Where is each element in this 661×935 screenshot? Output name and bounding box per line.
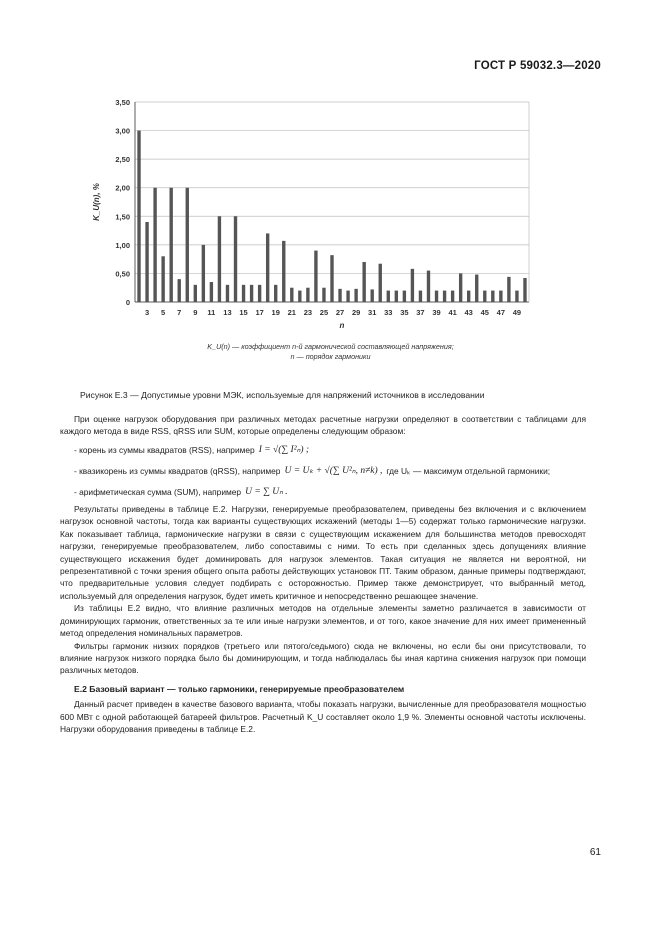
bar-n29 [354,289,357,302]
bar-n23 [306,288,309,302]
x-tick-label: 31 [368,308,377,317]
bar-n21 [290,288,293,302]
y-tick-label: 2,50 [115,155,130,165]
bar-n36 [411,269,414,302]
y-tick-label: 3,00 [115,126,130,136]
section-heading: Е.2 Базовый вариант — только гармоники, генерируемые преобразователем [74,683,405,694]
bar-n5 [161,256,164,302]
x-tick-label: 23 [303,308,313,317]
bar-n32 [379,264,382,302]
paragraph-methods: Из таблицы Е.2 видно, что влияние различных методов на отдельные элементы заметно различается в зависимости от доминирующих гармоник, ответственных за те или иные нагрузки элементов, и от того, какое значение для них имеет примененный метод определения номинальных параметров. [60,603,586,639]
chart-legend [0,342,661,362]
bar-n40 [443,291,446,302]
bar-n10 [202,245,205,302]
bar-n14 [234,216,237,302]
bar-n33 [387,291,390,302]
x-tick-label: 17 [255,308,264,317]
x-tick-label: 9 [193,308,198,317]
formula-qrss-label: - квазикорень из суммы квадратов (qRSS), например [74,466,281,477]
bar-n27 [338,289,341,302]
x-tick-label: 21 [287,308,296,317]
paragraph-intro: При оценке нагрузок оборудования при различных методах расчетные нагрузки определяют в соответствии с таблицами для каждого метода в виде RSS, qRSS или SUM, которые определены следующим образом: [60,414,586,437]
formula-qrss-expression: U = Uₖ + √(∑ U²ₙ, n≠k) , [284,466,383,477]
formula-sum-label: - арифметическая сумма (SUM), например [74,486,242,497]
bar-n31 [371,289,374,302]
x-tick-label: 3 [144,308,150,317]
bar-n11 [210,282,213,302]
x-tick-label: 39 [432,308,441,317]
bar-n34 [395,291,398,302]
page-number: 61 [589,847,601,858]
y-tick-label: 0 [125,298,130,307]
bar-n30 [362,262,365,302]
x-tick-label: 5 [161,308,166,317]
x-tick-label: 41 [448,308,457,317]
paragraph-base-case: Данный расчет приведен в качестве базового варианта, чтобы показать нагрузки, вычисленные для преобразователя мощностью 600 МВт с одной работающей батареей фильтров. Расчетный K_U составляет около 1,9 %. Элементы основной частоты исключены. Нагрузки оборудования приведены в таблице Е.2. [60,699,586,734]
bar-n16 [250,285,253,302]
bar-n38 [427,271,430,302]
bar-n47 [499,291,502,302]
y-tick-label: 1,50 [115,212,130,222]
formula-rss-expression: I = √(∑ I²ₙ) ; [258,444,310,455]
bar-n6 [169,188,172,302]
bar-n48 [507,277,510,302]
bar-n9 [194,285,197,302]
formula-rss [60,444,586,456]
x-tick-label: 33 [384,308,393,317]
x-tick-label: 15 [239,308,248,317]
bar-n2 [137,131,140,302]
bar-n42 [459,273,462,302]
bar-n28 [346,291,349,302]
bar-n26 [330,255,333,302]
bar-n25 [322,288,325,302]
x-tick-label: 13 [223,308,232,317]
bar-n22 [298,291,301,302]
formula-sum [60,486,586,498]
bar-n39 [435,291,438,302]
bar-n20 [282,241,285,302]
bar-n45 [483,291,486,302]
y-tick-label: 3,50 [115,98,130,107]
x-tick-label: 45 [480,308,489,317]
bar-n18 [266,233,269,302]
x-tick-label: 27 [335,308,345,317]
legend-line-1: K_U(n) — коэффициент n-й гармонической составляющей напряжения; [207,342,454,351]
formula-qrss-tail: где Uₖ — максимум отдельной гармоники; [386,466,551,477]
bar-n37 [419,291,422,302]
figure-caption: Рисунок Е.3 — Допустимые уровни МЭК, используемые для напряжений источников в исследовании [80,390,485,400]
x-tick-label: 43 [464,308,473,317]
bar-n41 [451,291,454,302]
formula-qrss [60,465,586,477]
bar-n50 [523,278,526,302]
bar-n49 [515,291,518,302]
x-tick-label: 19 [271,308,280,317]
x-tick-label: 29 [351,308,361,317]
formula-sum-expression: U = ∑ Uₙ . [245,486,288,497]
page-header-doc-id: ГОСТ Р 59032.3—2020 [474,60,601,72]
x-tick-label: 47 [496,308,506,317]
bar-n44 [475,275,478,302]
x-tick-label: 49 [512,308,522,317]
formula-rss-label: - корень из суммы квадратов (RSS), например [74,444,255,455]
bar-n24 [314,251,317,302]
paragraph-results: Результаты приведены в таблице Е.2. Нагрузки, генерируемые преобразователем, приведены без включения и с включением нагрузок основной частоты, тогда как варианты существующих искажений (методы 1—5) содержат только гармонические нагрузки. Как показывает таблица, гармонические нагрузки в связи с существующим искажением для большинства методов превосходят нагрузки, генерируемые преобразователем, либо сопоставимы с ними. То есть при сделанных здесь допущениях влияние существующего искажения будет доминировать для нагрузок элементов. Такая ситуация не является ни вероятной, ни репрезентативной с точки зрения общего опыта работы действующих установок ПТ. Таким образом, данные примеры подтверждают, что предварительные условия следует подбирать с осторожностью. Пример также демонстрирует, что выбранный метод, используемый для определения нагрузок, будет иметь критичное и непосредственно решающее значение. [60,504,586,601]
paragraph-filters: Фильтры гармоник низких порядков (третьего или пятого/седьмого) сюда не включены, но если бы они присутствовали, то влияние нагрузок низкого порядка было бы доминирующим, и тогда наблюдалась бы иная картина снижения нагрузок при помощи различных методов. [60,640,586,676]
bar-n4 [153,188,156,302]
x-tick-label: 11 [207,308,216,317]
y-axis-label: K_U(n), % [92,183,101,221]
bar-n43 [467,291,470,302]
bar-n19 [274,285,277,302]
bar-n35 [403,291,406,302]
bar-n46 [491,291,494,302]
bar-n7 [178,279,181,302]
bar-n13 [226,285,229,302]
y-tick-label: 0,50 [115,269,130,279]
bar-n17 [258,285,261,302]
bar-n15 [242,285,245,302]
x-tick-label: 35 [400,308,409,317]
legend-line-2: n — порядок гармоники [290,352,371,361]
chart-svg [88,92,533,337]
bar-n3 [145,222,148,302]
x-tick-label: 7 [177,308,182,317]
y-tick-label: 1,00 [115,240,130,250]
body-text [60,413,586,735]
bar-n12 [218,216,221,302]
bar-n8 [186,188,189,302]
harmonics-bar-chart [88,92,533,337]
x-tick-label: 37 [416,308,425,317]
y-tick-label: 2,00 [115,183,130,193]
x-axis-label: n [339,321,345,330]
x-tick-label: 25 [319,308,329,317]
